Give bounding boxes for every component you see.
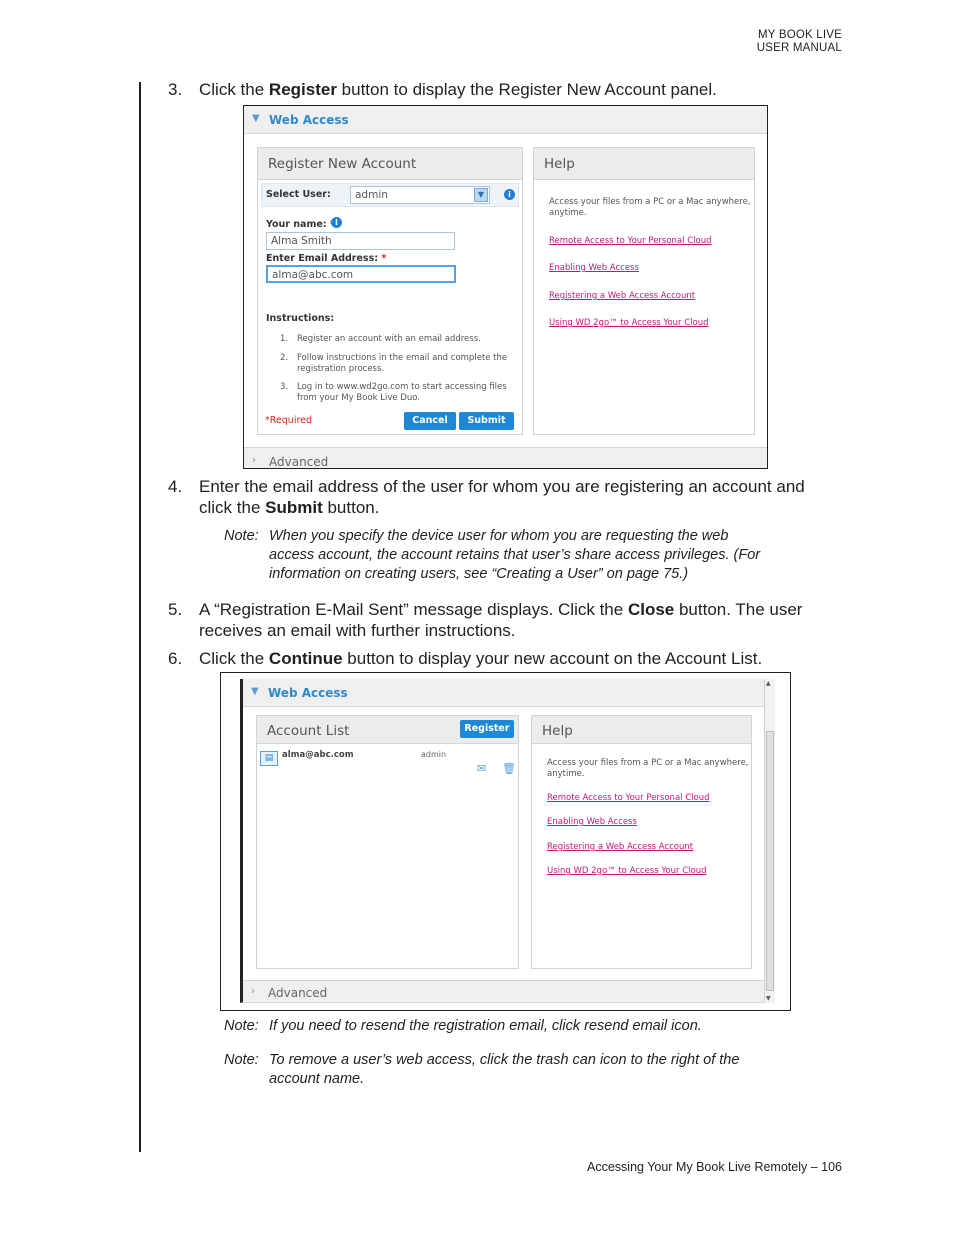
chevron-right-icon: › — [251, 986, 255, 997]
margin-rule — [139, 82, 141, 1152]
user-card-icon: ▤ — [260, 751, 278, 766]
screenshot-frame — [240, 679, 775, 1003]
account-email: alma@abc.com — [282, 750, 354, 760]
register-account-screenshot — [243, 105, 768, 469]
web-access-bar[interactable]: ▼ Web Access — [243, 679, 775, 707]
page-footer: Accessing Your My Book Live Remotely – 106 — [587, 1160, 842, 1174]
resend-email-icon[interactable]: ✉ — [477, 762, 487, 775]
help-link[interactable]: Remote Access to Your Personal Cloud — [547, 793, 710, 803]
panel-title: Account List — [267, 723, 350, 739]
help-link[interactable]: Enabling Web Access — [547, 817, 637, 827]
help-link[interactable]: Enabling Web Access — [549, 263, 639, 273]
chevron-down-icon: ▼ — [252, 113, 260, 124]
register-button[interactable]: Register — [460, 720, 514, 738]
required-note: *Required — [265, 415, 313, 426]
account-list-screenshot — [220, 672, 791, 1011]
header-title: MY BOOK LIVE — [758, 29, 842, 41]
help-title: Help — [542, 723, 573, 739]
advanced-bar[interactable]: › Advanced — [243, 980, 775, 1003]
account-user: admin — [421, 750, 447, 759]
dropdown-arrow-icon[interactable]: ▼ — [474, 188, 488, 202]
info-icon[interactable]: i — [504, 189, 515, 200]
help-description: Access your files from a PC or a Mac anywhere, anytime. — [547, 758, 749, 779]
panel-title: Register New Account — [268, 156, 417, 172]
scroll-down-icon[interactable]: ▼ — [766, 995, 771, 1002]
header-subtitle: USER MANUAL — [756, 42, 842, 54]
advanced-bar[interactable]: › Advanced — [244, 447, 767, 469]
help-link[interactable]: Using WD 2go™ to Access Your Cloud — [549, 318, 709, 328]
running-header — [757, 29, 842, 55]
submit-button[interactable]: Submit — [459, 412, 514, 430]
email-field[interactable]: alma@abc.com — [266, 265, 456, 283]
chevron-down-icon: ▼ — [251, 686, 259, 697]
scroll-up-icon[interactable]: ▲ — [766, 680, 771, 687]
account-row[interactable] — [257, 745, 518, 777]
scrollbar-thumb[interactable] — [766, 731, 774, 991]
help-link[interactable]: Using WD 2go™ to Access Your Cloud — [547, 866, 707, 876]
help-title: Help — [544, 156, 575, 172]
account-list-panel — [256, 715, 519, 969]
help-link[interactable]: Remote Access to Your Personal Cloud — [549, 236, 712, 246]
info-icon[interactable]: i — [331, 217, 342, 228]
scrollbar[interactable] — [764, 679, 775, 1003]
trash-icon[interactable]: 🗑 — [502, 762, 516, 775]
help-link[interactable]: Registering a Web Access Account — [549, 291, 696, 301]
help-description: Access your files from a PC or a Mac anywhere, anytime. — [549, 197, 751, 218]
chevron-right-icon: › — [252, 455, 256, 466]
register-new-account-panel: Register New Account Select User: admin ▼ i Your name: i Alma Smith Enter Email Address: * alma@abc.com Instructions: 1. Register an account with an email address. 2. Follow instructions in the email and complete the registration process. 3. Log in to www.wd2go.com to start accessing files from your My Book Live Duo. *Required Cancel Submit — [257, 147, 523, 435]
instruction-item: 2. Follow instructions in the email and complete the registration process. — [280, 353, 508, 374]
help-panel — [531, 715, 752, 969]
help-panel — [533, 147, 755, 435]
instruction-item: 3. Log in to www.wd2go.com to start accessing files from your My Book Live Duo. — [280, 382, 507, 403]
web-access-bar[interactable]: ▼ Web Access — [244, 106, 767, 134]
your-name-field[interactable]: Alma Smith — [266, 232, 455, 250]
help-link[interactable]: Registering a Web Access Account — [547, 842, 694, 852]
select-user-dropdown[interactable]: admin ▼ — [350, 186, 490, 204]
instruction-item: 1. Register an account with an email address. — [280, 334, 481, 344]
cancel-button[interactable]: Cancel — [404, 412, 456, 430]
